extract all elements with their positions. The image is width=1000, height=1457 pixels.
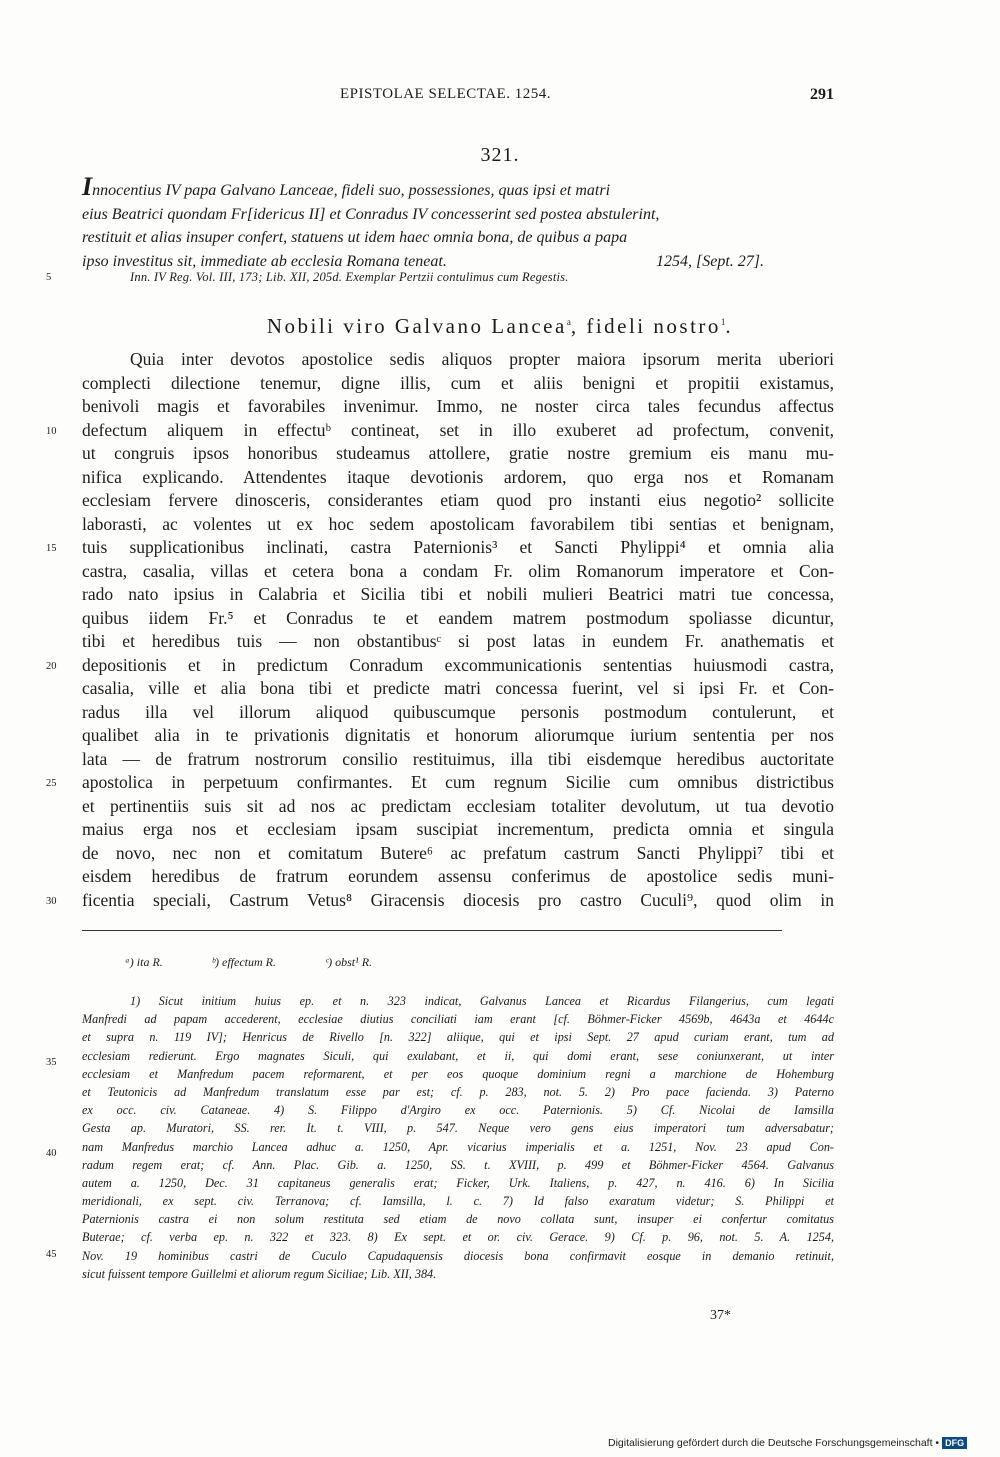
footnote-line: 1) Sicut initium huius ep. et n. 323 indicat, Galvanus Lancea et Ricardus Filangerius, cum legati [130,994,834,1008]
body-line: tibi et heredibus tuis — non obstantibusᶜ si post latas in eundem Fr. anathematis et [82,631,834,651]
summary-line: Innocentius IV papa Galvano Lanceae, fideli suo, possessiones, quas ipsi et matri [82,172,611,201]
body-line: et pertinentiis suis sit ad nos ac predictam ecclesiam totaliter devolutum, ut tua devotio [82,795,834,816]
signature-mark: 37* [710,1308,731,1323]
footnotes [82,992,834,1283]
footnote-line: autem a. 1250, Dec. 31 capitaneus generalis erat; Ficker, Urk. Italiens, p. 427, n. 416. 6) In Sicilia [82,1175,834,1190]
body-line: castra, casalia, villas et cetera bona a condam Fr. olim Romanorum imperatore et Con- [82,560,834,581]
running-title: EPISTOLAE SELECTAE. 1254. [340,86,552,102]
line-number: 30 [46,896,57,907]
footnote-line: Buterae; cf. verba ep. n. 322 et 323. 8) Ex sept. et or. civ. Gerace. 9) Cf. p. 96, not. 5. A. 1254, [82,1230,834,1245]
variant-notes [125,955,418,970]
body-line: defectum aliquem in effectuᵇ contineat, set in illo exuberet ad profectum, convenit, [82,419,834,440]
footnote-line: ecclesiam et Manfredum pacem reformarent, et per eos quoque dominium regni a marchione de Hohemburg [82,1066,834,1081]
source-reference: Inn. IV Reg. Vol. III, 173; Lib. XII, 205d. Exemplar Pertzii contulimus cum Regestis. [130,270,569,284]
body-line: radus illa vel illorum aliquod quibuscumque personis postmodum contulerunt, et [82,701,834,722]
line-number: 5 [46,272,52,283]
footnote-line: Manfredi ad papam accederent, ecclesiae diutius conciliati iam erant [cf. Böhmer-Ficker 4569b, 4643a et 4644c [82,1012,834,1027]
summary [82,172,834,273]
body-line: casalia, ville et alia bona tibi et predicte matri concessa fuerint, vel si ipsi Fr. et Con- [82,678,834,698]
footnote-line: ex occ. civ. Cataneae. 4) S. Filippo d'Argiro ex occ. Paternionis. 5) Cf. Nicolai de Iamsilla [82,1103,834,1118]
body-line: quibus iidem Fr.⁵ et Conradus te et eandem matrem postmodum spoliasse dicuntur, [82,607,834,628]
body-line: tuis supplicationibus inclinati, castra Paternionis³ et Sancti Phylippi⁴ et omnia alia [82,537,834,557]
variant-note: ᵇ) effectum R. [211,955,276,969]
footnote-line: nam Manfredus marchio Lancea adhuc a. 1250, Apr. vicarius imperialis et a. 1251, Nov. 23 apud Con- [82,1139,834,1154]
body-line: eisdem heredibus de fratrum eorundem assensu conferimus de apostolice sedis muni- [82,866,834,886]
footnote-line: sicut fuissent tempore Guillelmi et aliorum regum Siciliae; Lib. XII, 384. [82,1266,437,1281]
footnote-line: ecclesiam redierunt. Ergo magnates Siculi, qui exulabant, et ii, qui domi erant, sese coniunxerant, ut inter [82,1048,834,1063]
dfg-logo: DFG [942,1437,967,1449]
summary-line: ipso investitus sit, immediate ab ecclesia Romana teneat. 1254, [Sept. 27]. [82,250,834,274]
line-number: 45 [46,1249,57,1260]
page-number: 291 [810,86,834,103]
body-line: ecclesiam fervere dinosceris, considerantes etiam quod pro instanti eius negotio² sollicite [82,490,834,510]
variant-note: ᵃ) ita R. [125,955,163,969]
footnote-line: meridionali, ex sept. civ. Terranova; cf. Iamsilla, l. c. 7) Id falso exaratum videtur; S. Philippi et [82,1194,834,1209]
line-number: 40 [46,1148,57,1159]
footnote-line: et Teutonicis ad Manfredum translatum esse par est; cf. p. 283, not. 5. 2) Pro pace facienda. 3) Paterno [82,1084,834,1099]
body-line: lata — de fratrum nostrorum consilio restituimus, illa tibi eisdemque heredibus auctoritate [82,748,834,769]
variant-note: ᶜ) obst¹ R. [324,955,373,969]
body-line: compleсti dilectione tenemur, digne illis, cum et aliis benigni et propitii existamus, [82,372,834,393]
body-line: Quia inter devotos apostolice sedis aliquos propter maiora ipsorum merita uberiori [130,349,834,369]
summary-date: 1254, [Sept. 27]. [656,252,764,270]
body-line: rado nato ipsius in Calabria et Sicilia tibi et nobili mulieri Beatrici matri tue concessa, [82,584,834,604]
footnote-divider [82,930,782,931]
footnote-line: Gesta ap. Muratori, SS. rer. It. t. VIII, p. 547. Neque vero gens eius imperatori tum adversabatur; [82,1121,834,1136]
dropcap: I [82,172,93,201]
document-number: 321. [480,144,520,166]
digitization-credit: Digitalisierung gefördert durch die Deutsche Forschungsgemeinschaft • DFG [608,1437,967,1449]
line-number: 20 [46,661,57,672]
body-line: maius erga nos et ecclesiam ipsam suscipiat incrementum, predicta omnia et singula [82,819,834,839]
page-header [82,86,834,110]
body-line: de novo, nec non et comitatum Butere⁶ ac prefatum castrum Sancti Phylippi⁷ tibi et [82,842,834,863]
body-line: depositionis et in predictum Conradum excommunicationis sententias huiusmodi castra, [82,654,834,675]
body-line: laborasti, ac volentes ut ex hoc sedem apostolicam favorabilem tibi sentias et benignam, [82,513,834,534]
footnote-line: et supra n. 119 IV]; Henricus de Rivello [n. 322] aliique, qui et ipsi Sept. 27 apud curiam erant, tum ad [82,1030,834,1045]
body-line: qualibet alia in te privationis dignitatis et honorum aliorumque iurium sententia per nos [82,725,834,745]
body-line: benivoli magis et favorabiles invenimur. Immo, ne noster circa tales fecundus affectus [82,396,834,416]
line-number: 15 [46,543,57,554]
line-number: 10 [46,426,57,437]
body-line: nifica explicando. Attendentes itaque devotionis ardorem, quo erga nos et Romanam [82,466,834,487]
line-number: 25 [46,778,57,789]
footnote-line: Paternionis castra ei non solum restituta sed etiam de novo collata sunt, insuper ei confertur comitatus [82,1212,834,1227]
line-number: 35 [46,1057,57,1068]
salutation: Nobili viro Galvano Lancea$^a$, fideli nostro$^1$. [266,314,734,338]
summary-line: restituit et alias insuper confert, statuens ut idem haec omnia bona, de quibus a papa [82,229,628,246]
summary-line: eius Beatrici quondam Fr[idericus II] et Conradus IV concesserint sed postea abstulerint, [82,205,660,223]
body-line: apostolica in perpetuum confirmantes. Et cum regnum Sicilie cum omnibus districtibus [82,772,834,792]
letter-body [82,348,834,912]
footnote-line: Nov. 19 hominibus castri de Cuculo Capudaquensis diocesis bona confirmavit eosque in demanio retinuit, [82,1248,834,1263]
body-line: ut congruis ipsos honoribus studeamus attollere, gratie nostre gremium eis manu mu- [82,443,834,463]
body-line: ficentia speciali, Castrum Vetus⁸ Giracensis diocesis pro castro Cuculi⁹, quod olim in [82,889,834,910]
footnote-line: radum regem erat; cf. Ann. Plac. Gib. a. 1250, SS. t. XVIII, p. 499 et Böhmer-Ficker 4564. Galvanus [82,1157,834,1172]
